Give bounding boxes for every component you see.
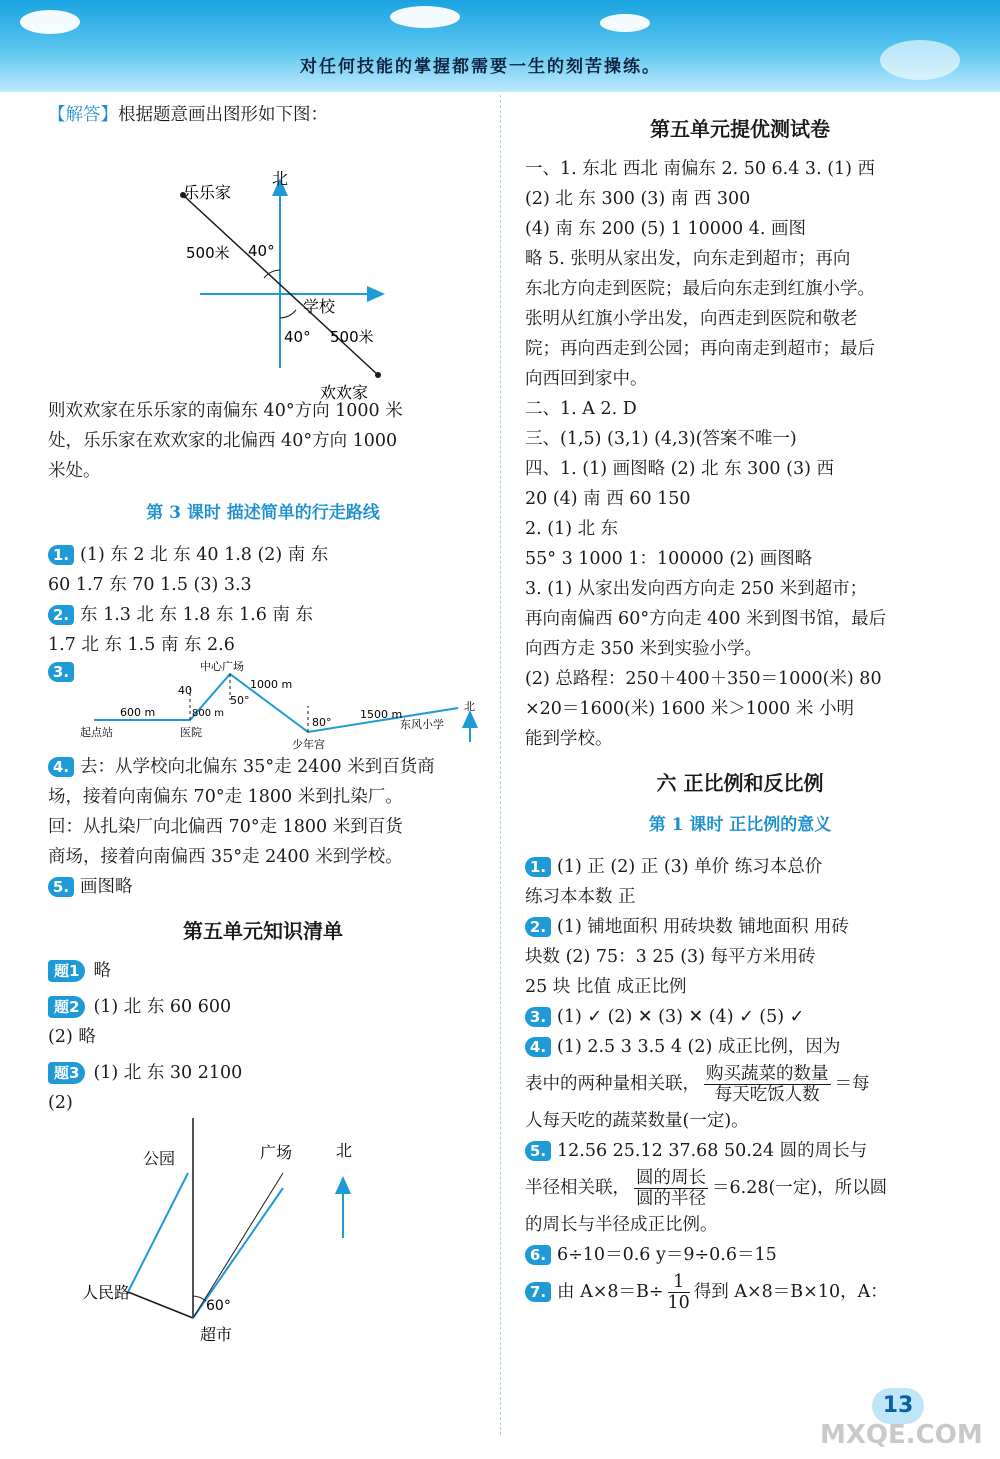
test-line: 张明从红旗小学出发，向西走到医院和敬老: [525, 309, 858, 329]
q1-line1: [48, 540, 478, 570]
q3-number: 3.: [48, 662, 74, 682]
left-column: [48, 100, 478, 1358]
r2-number: 2.: [525, 917, 551, 937]
r1-number: 1.: [525, 857, 551, 877]
direction-figure-1: [48, 130, 478, 402]
angle60-label: 60°: [206, 1298, 231, 1314]
r5-line1: [525, 1136, 955, 1166]
r7-line: [525, 1270, 955, 1314]
t2-line: [48, 992, 478, 1022]
q3-block: [48, 660, 478, 752]
q4-number: 4.: [48, 757, 74, 777]
q5-line: [48, 872, 478, 902]
answer-tag: 【解答】: [48, 105, 118, 125]
t1-tag: 题1: [48, 960, 85, 982]
q5-number: 5.: [48, 877, 74, 897]
test-line: (2) 总路程：250＋400＋350＝1000(米) 80: [525, 669, 882, 689]
cloud-decoration: [390, 6, 460, 28]
d800-label: 800 m: [192, 708, 225, 719]
r5-fraction: [634, 1168, 708, 1209]
r5-line2: [525, 1166, 955, 1210]
knowledge-list-title: 第五单元知识清单: [183, 919, 343, 943]
r4-number: 4.: [525, 1037, 551, 1057]
r7-text-a: 由 A×8＝B÷: [557, 1282, 664, 1302]
r7-frac-bottom: 10: [667, 1293, 690, 1313]
park-label: 公园: [143, 1149, 176, 1168]
t3-sub: (2): [48, 1093, 73, 1113]
hospital-label: 医院: [180, 726, 202, 739]
test-line: 再向南偏西 60°方向走 400 米到图书馆，最后: [525, 609, 887, 629]
q5-text: 画图略: [80, 877, 133, 897]
r4-text-a: 表中的两种量相关联，: [525, 1074, 700, 1094]
center-square-label: 中心广场: [200, 660, 244, 673]
test-line: 能到学校。: [525, 729, 613, 749]
t3-text: (1) 北 东 30 2100: [93, 1063, 243, 1083]
t3-line: [48, 1058, 478, 1088]
header-banner: [0, 0, 1000, 92]
test-line: (4) 南 东 200 (5) 1 10000 4. 画图: [525, 219, 806, 239]
test-line: 二、1. A 2. D: [525, 399, 637, 419]
q1-text: (1) 东 2 北 东 40 1.8 (2) 南 东: [80, 545, 329, 565]
youth-palace-label: 少年宫: [292, 738, 325, 751]
north-label-small: 北: [464, 700, 475, 713]
r5-text: 12.56 25.12 37.68 50.24 圆的周长与: [557, 1141, 868, 1161]
r3-text: (1) ✓ (2) ✕ (3) ✕ (4) ✓ (5) ✓: [557, 1007, 805, 1027]
d1500-label: 1500 m: [360, 708, 403, 721]
test-line: 向西方走 350 米到实验小学。: [525, 639, 763, 659]
r7-number: 7.: [525, 1282, 551, 1302]
angle2-label: 40°: [284, 328, 311, 346]
r6-line: [525, 1240, 955, 1270]
cloud-decoration: [600, 14, 650, 32]
test-line: 略 5. 张明从家出发，向东走到超市；再向: [525, 249, 851, 269]
r4-fraction: [704, 1064, 831, 1105]
r5-frac-bottom: 圆的半径: [636, 1189, 706, 1209]
r5-frac-top: 圆的周长: [636, 1168, 706, 1188]
school-label: 学校: [303, 297, 336, 316]
header-motto: 对任何技能的掌握都需要一生的刻苦操练。: [300, 57, 661, 77]
test-line: 东北方向走到医院；最后向东走到红旗小学。: [525, 279, 875, 299]
q2-text: 东 1.3 北 东 1.8 东 1.6 南 东: [80, 605, 313, 625]
t2-tag: 题2: [48, 996, 85, 1018]
conclusion-line: 米处。: [48, 461, 101, 481]
a40-label: 40: [178, 684, 192, 697]
r2-line2: 块数 (2) 75：3 25 (3) 每平方米用砖: [525, 947, 816, 967]
test-line: 三、(1,5) (3,1) (4,3)(答案不唯一): [525, 429, 797, 449]
square-label: 广场: [260, 1143, 293, 1162]
r5-number: 5.: [525, 1141, 551, 1161]
angle1-label: 40°: [248, 242, 275, 260]
q4-line: [48, 752, 478, 782]
huanhuan-point: [375, 372, 381, 378]
r7-fraction: [668, 1272, 690, 1313]
q4-line: 商场，接着向南偏西 35°走 2400 米到学校。: [48, 847, 403, 867]
t2-text: (1) 北 东 60 600: [93, 997, 232, 1017]
r7-text-b: 得到 A×8＝B×10，A：: [693, 1282, 888, 1302]
r4-text-b: ＝每: [834, 1074, 870, 1094]
supermarket-label: 超市: [200, 1325, 233, 1344]
square-guide: [193, 1173, 283, 1318]
q1-number: 1.: [48, 545, 74, 565]
a80-label: 80°: [312, 716, 332, 729]
dist1-label: 500米: [186, 244, 230, 262]
page-number: 13: [872, 1388, 924, 1424]
t2-sub: (2) 略: [48, 1027, 96, 1047]
q2-number: 2.: [48, 605, 74, 625]
right-column: [525, 100, 955, 1314]
column-divider: [500, 95, 501, 1435]
t1-text: 略: [93, 961, 111, 981]
test-line: 55° 3 1000 1：100000 (2) 画图略: [525, 549, 813, 569]
q2-line2: 1.7 北 东 1.5 南 东 2.6: [48, 635, 235, 655]
r5-text-b: ＝6.28(一定)，所以圆: [712, 1178, 888, 1198]
r4-line1: [525, 1032, 955, 1062]
t1-line: [48, 956, 478, 986]
route-map-figure: [80, 660, 480, 752]
test-line: 院；再向西走到公园；再向南走到超市；最后: [525, 339, 875, 359]
r4-line2: [525, 1062, 955, 1106]
lesson3-title: 第 3 课时 描述简单的行走路线: [146, 503, 380, 523]
test-line: 一、1. 东北 西北 南偏东 2. 50 6.4 3. (1) 西: [525, 159, 876, 179]
q2-line1: [48, 600, 478, 630]
r4-frac-bottom: 每天吃饭人数: [714, 1085, 820, 1105]
r1-line2: 练习本本数 正: [525, 887, 636, 907]
r6-text: 6÷10＝0.6 y＝9÷0.6＝15: [557, 1245, 777, 1265]
cloud-decoration: [20, 10, 80, 34]
r4-text: (1) 2.5 3 3.5 4 (2) 成正比例，因为: [557, 1037, 841, 1057]
dist2-label: 500米: [330, 328, 374, 346]
test-line: 3. (1) 从家出发向西方向走 250 米到超市；: [525, 579, 868, 599]
r2-line1: [525, 912, 955, 942]
r5-text-a: 半径相关联，: [525, 1178, 630, 1198]
test-line: ×20＝1600(米) 1600 米＞1000 米 小明: [525, 699, 854, 719]
test-line: 2. (1) 北 东: [525, 519, 619, 539]
a50-label: 50°: [230, 694, 250, 707]
conclusion-line: 处，乐乐家在欢欢家的北偏西 40°方向 1000: [48, 431, 398, 451]
r4-frac-top: 购买蔬菜的数量: [706, 1064, 829, 1084]
north-label: 北: [272, 169, 289, 188]
conclusion-line: 则欢欢家在乐乐家的南偏东 40°方向 1000 米: [48, 401, 403, 421]
test-line: 向西回到家中。: [525, 369, 648, 389]
lesson1-title: 第 1 课时 正比例的意义: [648, 815, 832, 835]
r3-line: [525, 1002, 955, 1032]
r3-number: 3.: [525, 1007, 551, 1027]
r7-frac-top: 1: [668, 1272, 690, 1293]
huanhuan-label: 欢欢家: [320, 383, 369, 402]
d600-label: 600 m: [120, 706, 156, 719]
angle-arc-2: [280, 310, 296, 318]
q1-line2: 60 1.7 东 70 1.5 (3) 3.3: [48, 575, 252, 595]
r1-text: (1) 正 (2) 正 (3) 单价 练习本总价: [557, 857, 823, 877]
r5-line3: 的周长与半径成正比例。: [525, 1215, 718, 1235]
test-line: 四、1. (1) 画图略 (2) 北 东 300 (3) 西: [525, 459, 834, 479]
chapter6-title: 六 正比例和反比例: [656, 771, 824, 795]
tree-decoration: [880, 40, 960, 80]
people-road: [128, 1292, 193, 1318]
r2-text: (1) 铺地面积 用砖块数 铺地面积 用砖: [557, 917, 850, 937]
t3-tag: 题3: [48, 1062, 85, 1084]
north-label-2: 北: [336, 1141, 353, 1160]
answer-intro: 根据题意画出图形如下图：: [118, 105, 328, 125]
q4-text: 去：从学校向北偏东 35°走 2400 米到百货商: [80, 757, 435, 777]
r2-line3: 25 块 比值 成正比例: [525, 977, 687, 997]
answer-line: [48, 100, 478, 130]
d1000-label: 1000 m: [250, 678, 293, 691]
test-line: 20 (4) 南 西 60 150: [525, 489, 691, 509]
r6-number: 6.: [525, 1245, 551, 1265]
direction-figure-2: [48, 1118, 478, 1348]
r1-line1: [525, 852, 955, 882]
people-road-label: 人民路: [82, 1283, 131, 1302]
start-label: 起点站: [80, 726, 113, 739]
to-park-line: [128, 1173, 188, 1292]
watermark: MXQE.COM: [820, 1420, 983, 1450]
r4-line3: 人每天吃的蔬菜数量(一定)。: [525, 1111, 749, 1131]
test-line: (2) 北 东 300 (3) 南 西 300: [525, 189, 751, 209]
q4-line: 场，接着向南偏东 70°走 1800 米到扎染厂。: [48, 787, 403, 807]
q4-line: 回：从扎染厂向北偏西 70°走 1800 米到百货: [48, 817, 403, 837]
dongfeng-label: 东风小学: [400, 718, 444, 731]
unit5-test-title: 第五单元提优测试卷: [650, 117, 830, 141]
lele-label: 乐乐家: [183, 183, 232, 202]
